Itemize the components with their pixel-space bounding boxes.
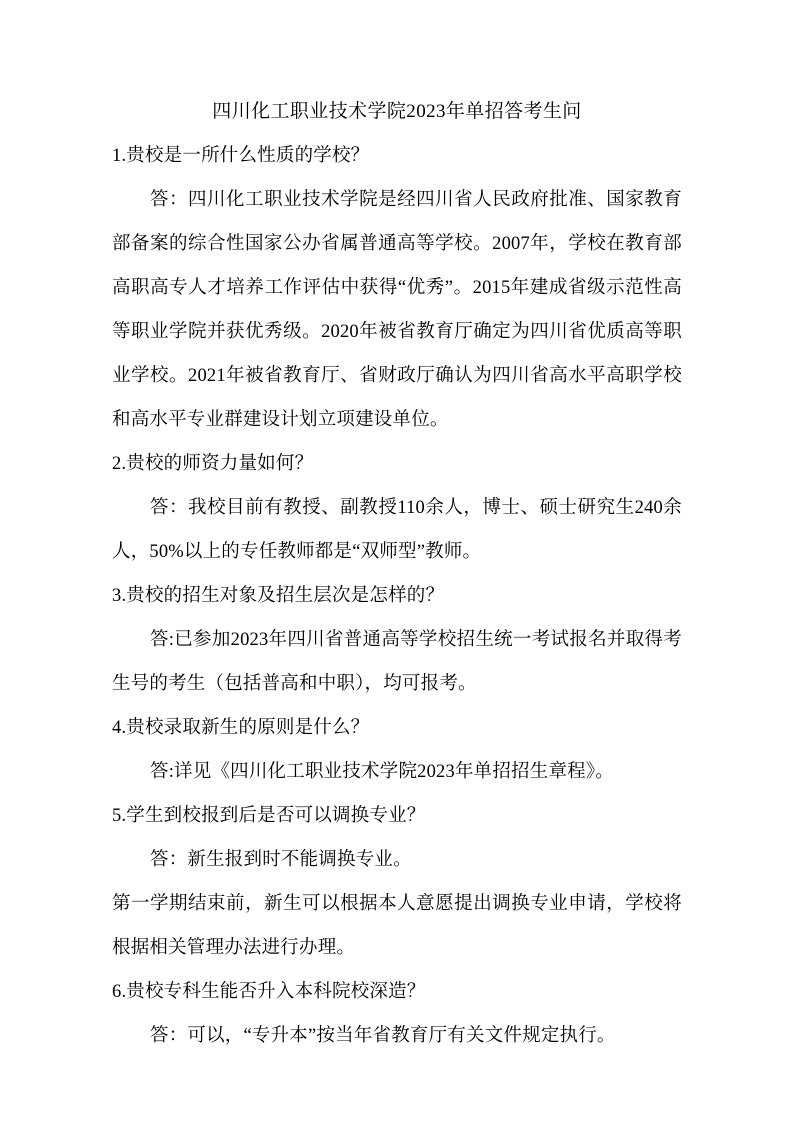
faq-question: 3.贵校的招生对象及招生层次是怎样的？ <box>112 586 445 606</box>
faq-answer: 答：可以，“专升本”按当年省教育厅有关文件规定执行。 <box>150 1026 616 1046</box>
document-title: 四川化工职业技术学院2023年单招答考生问 <box>212 101 582 122</box>
faq-question: 4.贵校录取新生的原则是什么？ <box>112 718 370 738</box>
faq-answer: 答：新生报到时不能调换专业。 <box>150 850 412 870</box>
faq-answer: 答：四川化工职业技术学院是经四川省人民政府批准、国家教育部备案的综合性国家公办省属普通高等学校。2007年，学校在教育部高职高专人才培养工作评估中获得“优秀”。2015年建成省级示范性高等职业学院并获优秀级。2020年被省教育厅确定为四川省优质高等职业学校。2021年被省教育厅、省财政厅确认为四川省高水平高职学校和高水平专业群建设计划立项建设单位。 <box>112 190 682 430</box>
faq-answer: 答:已参加2023年四川省普通高等学校招生统一考试报名并取得考生号的考生（包括普高和中职），均可报考。 <box>112 630 682 694</box>
faq-answer: 答：我校目前有教授、副教授110余人，博士、硕士研究生240余人，50%以上的专任教师都是“双师型”教师。 <box>112 498 683 562</box>
faq-question: 6.贵校专科生能否升入本科院校深造？ <box>112 982 426 1002</box>
faq-question: 1.贵校是一所什么性质的学校？ <box>112 146 370 166</box>
faq-question: 2.贵校的师资力量如何？ <box>112 454 314 474</box>
faq-answer: 答:详见《四川化工职业技术学院2023年单招招生章程》。 <box>150 762 614 782</box>
faq-question: 5.学生到校报到后是否可以调换专业？ <box>112 806 426 826</box>
faq-answer-continuation: 第一学期结束前，新生可以根据本人意愿提出调换专业申请，学校将根据相关管理办法进行办理。 <box>112 894 682 958</box>
document-body <box>112 90 682 1058</box>
